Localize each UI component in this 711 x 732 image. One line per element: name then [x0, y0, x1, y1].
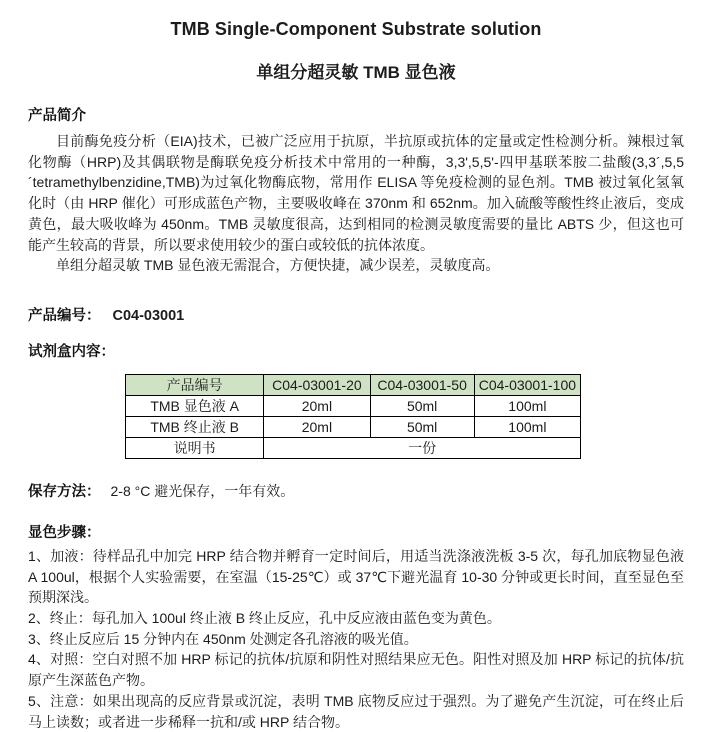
product-code-value: C04-03001 — [112, 307, 185, 324]
kit-row-name: TMB 显色液 A — [126, 395, 264, 416]
kit-table-header-size-100: C04-03001-100 — [474, 374, 580, 395]
product-code-line — [28, 304, 684, 325]
kit-contents-table — [125, 374, 581, 459]
kit-cell-value: 20ml — [264, 416, 370, 437]
kit-table-row-stop-b — [126, 416, 581, 437]
storage-text: 2-8 °C 避光保存，一年有效。 — [110, 482, 295, 499]
kit-table-row-manual — [126, 437, 581, 458]
kit-cell-value: 20ml — [264, 395, 370, 416]
kit-cell-value: 100ml — [474, 416, 580, 437]
storage-line — [28, 480, 684, 501]
step-item-2: 2、终止：每孔加入 100ul 终止液 B 终止反应，孔中反应液由蓝色变为黄色。 — [28, 610, 501, 627]
kit-cell-span-value: 一份 — [264, 437, 581, 458]
kit-cell-value: 100ml — [474, 395, 580, 416]
doc-title-en: TMB Single-Component Substrate solution — [170, 19, 542, 39]
step-item-1: 1、加液：待样品孔中加完 HRP 结合物并孵育一定时间后，用适当洗涤液洗板 3-5 次，每孔加底物显色液 A 100ul，根据个人实验需要，在室温（15-25℃）或 37℃下避光温育 10-30 分钟或更长时间，直至显色至预期深浅。 — [28, 547, 684, 606]
storage-label: 保存方法： — [28, 483, 101, 500]
kit-table-row-solution-a — [126, 395, 581, 416]
intro-paragraph-1: 目前酶免疫分析（EIA)技术，已被广泛应用于抗原，半抗原或抗体的定量或定性检测分析。辣根过氧化物酶（HRP)及其偶联物是酶联免疫分析技术中常用的一种酶，3,3',5,5'-四甲基联苯胺二盐酸(3,3´,5,5´tetramethylbenzidine,TMB)为过氧化物酶底物，常用作 ELISA 等免疫检测的显色剂。TMB 被过氧化氢氧化时（由 HRP 催化）可形成蓝色产物，主要吸收峰在 370nm 和 652nm。加入硫酸等酸性终止液后，变成黄色，最大吸收峰为 450nm。TMB 灵敏度很高，达到相同的检测灵敏度需要的量比 ABTS 少，但这也可能产生较高的背景，所以要求使用较少的蛋白或较低的抗体浓度。 — [28, 133, 684, 253]
kit-cell-value: 50ml — [370, 416, 474, 437]
steps-section-heading: 显色步骤： — [28, 524, 101, 541]
step-item-4: 4、对照：空白对照不加 HRP 标记的抗体/抗原和阴性对照结果应无色。阳性对照及加 HRP 标记的抗体/抗原产生深蓝色产物。 — [28, 651, 684, 689]
doc-title-zh: 单组分超灵敏 TMB 显色液 — [256, 63, 456, 82]
kit-table-header-product-code: 产品编号 — [126, 374, 264, 395]
kit-row-name: TMB 终止液 B — [126, 416, 264, 437]
step-item-5: 5、注意：如果出现高的反应背景或沉淀，表明 TMB 底物反应过于强烈。为了避免产生沉淀，可在终止后马上读数；或者进一步稀释一抗和/或 HRP 结合物。 — [28, 692, 684, 730]
product-code-label: 产品编号： — [28, 307, 101, 324]
kit-table-header-size-50: C04-03001-50 — [370, 374, 474, 395]
step-item-3: 3、终止反应后 15 分钟内在 450nm 处测定各孔溶液的吸光值。 — [28, 630, 418, 647]
intro-section-heading: 产品简介 — [28, 108, 86, 124]
kit-row-name: 说明书 — [126, 437, 264, 458]
intro-paragraph-2: 单组分超灵敏 TMB 显色液无需混合，方便快捷，减少误差，灵敏度高。 — [56, 257, 500, 274]
kit-table-header-row — [126, 374, 581, 395]
steps-list — [28, 546, 684, 732]
kit-cell-value: 50ml — [370, 395, 474, 416]
kit-contents-heading: 试剂盒内容： — [28, 343, 115, 360]
kit-table-header-size-20: C04-03001-20 — [264, 374, 370, 395]
